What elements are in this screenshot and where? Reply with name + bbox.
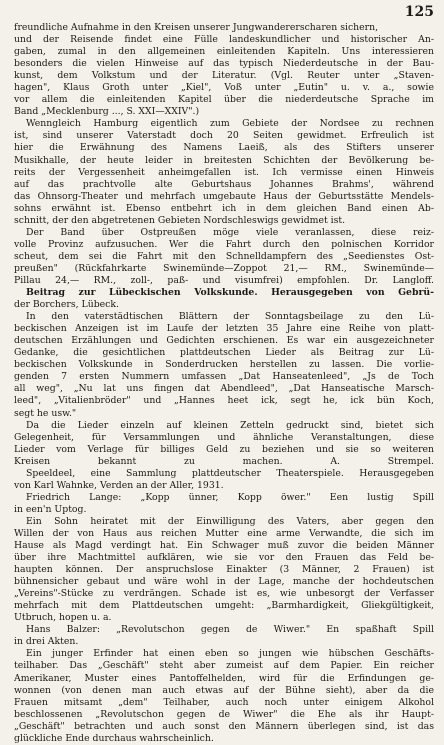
text-line: Utbruch, hopen u. a. — [14, 612, 112, 624]
text-line: volle Provinz aufzusuchen. Wer die Fahrt durch den polnischen Korridor — [14, 238, 434, 250]
text-line: von Karl Wahnke, Verden an der Aller, 1931. — [14, 479, 224, 491]
text-line: reits der Vergessenheit anheimgefallen ist. Ich vermisse einen Hinweis — [14, 166, 434, 178]
text-line: haupten können. Der anspruchslose Einakter (3 Männer, 2 Frauen) ist — [14, 564, 434, 576]
text-line: „Geschäft" betrachten und auch sonst den Männern überlegen sind, ist das — [14, 720, 434, 732]
text-line: in een'n Uptog. — [14, 503, 87, 515]
text-line: genden 7 ersten Nummern umfassen „Dat Hanseatenleed", „Js de Toch — [14, 371, 434, 383]
text-line: vor allem die einleitenden Kapitel über die niederdeutsche Sprache im — [14, 94, 434, 106]
text-line: all weg", „Nu lat uns fingen dat Abendleed", „Dat Hanseatische Marsch- — [14, 383, 434, 395]
text-line: Gelegenheit, für Versammlungen und ähnliche Veranstaltungen, diese — [14, 431, 434, 443]
text-line: Wenngleich Hamburg eigentlich zum Gebiete der Nordsee zu rechnen — [26, 118, 434, 130]
text-line: Ein junger Erfinder hat einen eben so jungen wie hübschen Geschäfts- — [26, 648, 434, 660]
text-line: „Vereins"-Stücke zu verdrängen. Schade ist es, wie unbesorgt der Verfasser — [14, 588, 434, 600]
text-line: wonnen (von denen man auch etwas auf der Bühne sieht), aber da die — [14, 684, 434, 696]
text-line: mehrfach mit dem Plattdeutschen umgeht: „Barmhardigkeit, Gliekgültigkeit, — [14, 600, 434, 612]
text-line: Speeldeel, eine Sammlung plattdeutscher Theaterspiele. Herausgegeben — [26, 467, 434, 479]
text-line: bühnensicher gebaut und wäre wohl in der Lage, manche der hochdeutschen — [14, 576, 434, 588]
page-body — [14, 22, 434, 745]
text-line: teilhaber. Das „Geschäft" steht aber zumeist auf dem Papier. Ein reicher — [14, 660, 434, 672]
text-line: glückliche Ende durchaus wahrscheinlich. — [14, 732, 214, 744]
text-line: Kreisen bekannt zu machen. A. Strempel. — [14, 455, 434, 467]
text-line: leed", „Vitalienbröder" und „Hannes heet ick, segt he, ick bün Koch, — [14, 395, 434, 407]
text-line: Friedrich Lange: „Kopp ünner, Kopp öwer." Een lustig Spill — [26, 491, 434, 503]
text-line: beckischen Anzeigen ist im Laufe der letzten 35 Jahre eine Reihe von platt- — [14, 323, 434, 335]
text-line: Gedanke, die gesichtlichen plattdeutschen Lieder als Beitrag zur Lü- — [14, 347, 434, 359]
page-number: 125 — [404, 4, 434, 20]
text-line: über ihre Machtmittel aufklären, wie sie vor den Frauen das Feld be- — [14, 552, 434, 564]
text-line: Lieder vom Verlage für billiges Geld zu beziehen und sie so weiteren — [14, 443, 434, 455]
text-line: Amerikaner, Muster eines Pantoffelhelden, wird für die Erfindungen ge- — [14, 672, 434, 684]
text-line: Ein Sohn heiratet mit der Einwilligung des Vaters, aber gegen den — [26, 515, 434, 527]
text-line: ist, sind unserer Vaterstadt doch 20 Seiten gewidmet. Erfreulich ist — [14, 130, 434, 142]
text-line: kunst, dem Volkstum und der Literatur. (Vgl. Reuter unter „Staven- — [14, 70, 434, 82]
text-line: besonders die vielen Hinweise auf das typisch Niederdeutsche in der Bau- — [14, 58, 434, 70]
text-line: Band „Mecklenburg ..., S. XXI—XXIV".) — [14, 106, 200, 118]
text-line: Frauen mitsamt „dem" Teilhaber, auch noch unter einigem Alkohol — [14, 696, 434, 708]
text-line: Willen der von Haus aus reichen Mutter eine arme Verwandte, die sich im — [14, 527, 434, 539]
review-heading: Beitrag zur Lübeckischen Volkskunde. Herausgegeben von Gebrü- — [26, 287, 434, 299]
text-line: in drei Akten. — [14, 636, 79, 648]
text-line: Da die Lieder einzeln auf kleinen Zetteln gedruckt sind, bietet sich — [26, 419, 434, 431]
text-line: In den vaterstädtischen Blättern der Sonntagsbeilage zu den Lü- — [26, 311, 434, 323]
text-line: preußen" (Rückfahrkarte Swinemünde—Zoppot 21,— RM., Swinemünde— — [14, 262, 434, 274]
text-line: deutschen Erzählungen und Gedichten erschienen. Es war ein ausgezeichneter — [14, 335, 434, 347]
text-line: beschlossenen „Revolutschon gegen de Wiwer" die Ehe als ihr Haupt- — [14, 708, 434, 720]
text-line: der Borchers, Lübeck. — [14, 299, 119, 311]
text-line: scheut, dem sei die Fahrt mit den Schnelldampfern des „Seedienstes Ost- — [14, 250, 434, 262]
text-line: freundliche Aufnahme in den Kreisen unserer Jungwandererscharen sichern, — [14, 22, 379, 33]
text-line: Hans Balzer: „Revolutschon gegen de Wiwer." En spaßhaft Spill — [26, 624, 434, 636]
text-line: Der Band über Ostpreußen möge viele veranlassen, diese reiz- — [26, 226, 434, 238]
text-line: sohns erwähnt ist. Ebenso entbehrt ich in dem gleichen Band einen Ab- — [14, 202, 434, 214]
text-line: beckischen Volkskunde in Sonderdrucken herstellen zu lassen. Die vorlie- — [14, 359, 434, 371]
text-line: hier die Erwähnung des Namens Laeiß, als des Stifters unserer — [14, 142, 434, 154]
text-line: segt he usw." — [14, 407, 77, 419]
text-line: Hause als Magd verdingt hat. Ein Schwager muß zuvor die beiden Männer — [14, 540, 434, 552]
text-line: schnitt, der den abgetretenen Gebieten Nordschleswigs gewidmet ist. — [14, 214, 346, 226]
text-line: auf das prachtvolle alte Geburtshaus Johannes Brahms', während — [14, 178, 434, 190]
text-line: gaben, zumal in den allgemeinen einleitenden Kapiteln. Uns interessieren — [14, 46, 434, 58]
text-line: Pillau 24,— RM., zoll-, paß- und visumfrei) empfohlen. Dr. Langloff. — [14, 274, 434, 286]
text-line: Musikhalle, der heute leider in breitesten Schichten der Bevölkerung be- — [14, 154, 434, 166]
text-line: das Ohnsorg-Theater und mehrfach umgebaute Haus der Geburtsstätte Mendels- — [14, 190, 434, 202]
text-line: hagen", Klaus Groth unter „Kiel", Voß unter „Eutin" u. v. a., sowie — [14, 82, 434, 94]
text-line: und der Reisende findet eine Fülle landeskundlicher und historischer An- — [14, 34, 434, 46]
